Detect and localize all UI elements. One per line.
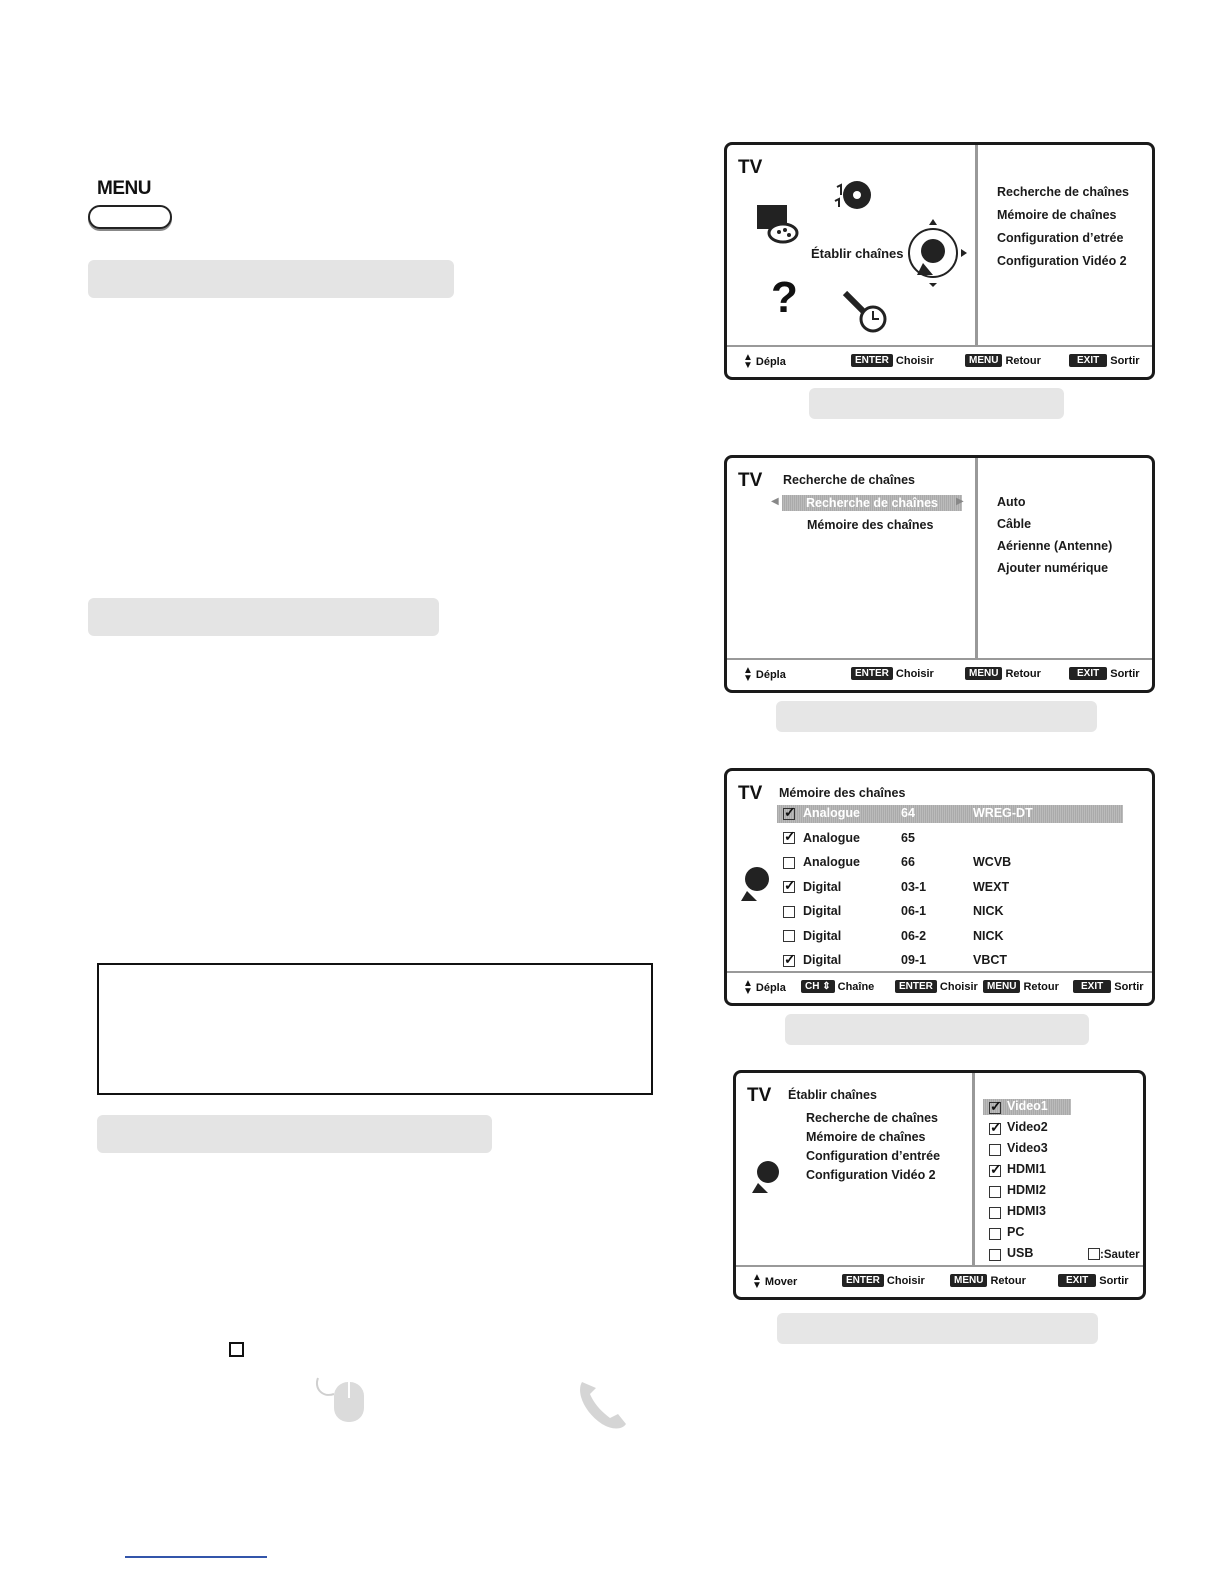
menu-button-icon [88, 205, 172, 229]
table-row[interactable]: ✓ Analogue 64 WREG-DT [783, 805, 795, 830]
caption-bar-2 [776, 701, 1097, 732]
enter-key: ENTER [895, 980, 937, 993]
phone-icon [574, 1378, 630, 1432]
option-ajouter-numerique[interactable]: Ajouter numérique [997, 561, 1109, 575]
panel-divider [972, 1073, 975, 1267]
picture-icon [755, 201, 801, 247]
screen-footer: ▲ ▼ Dépla CH ⇕ Chaîne ENTER Choisir MENU Retour EXIT Sortir [727, 971, 1152, 1003]
footer-link-underline [125, 1556, 267, 1558]
checkbox[interactable] [989, 1228, 1001, 1240]
help-icon: ? [771, 273, 798, 322]
menu-item-config-entree[interactable]: Configuration d’etrée [997, 231, 1124, 245]
checkbox-symbol-icon [229, 1342, 244, 1357]
list-item[interactable]: Video3 [989, 1141, 1001, 1162]
screen-footer: ▲ ▼ Mover ENTER Choisir MENU Retour EXIT Sortir [736, 1265, 1143, 1297]
screen-title: Établir chaînes [788, 1088, 877, 1102]
checkbox[interactable] [783, 881, 795, 893]
checkbox[interactable] [783, 906, 795, 918]
tv-screen-input-setup [733, 1070, 1146, 1300]
right-arrow-icon: ▶ [956, 496, 964, 507]
settings-icon [839, 285, 889, 335]
menu-item-recherche[interactable]: Recherche de chaînes [806, 1111, 939, 1125]
caption-bar-4 [777, 1313, 1098, 1344]
exit-key: EXIT [1058, 1274, 1096, 1287]
heading-bar-2 [88, 598, 439, 636]
table-row[interactable]: ✓ Digital 09-1 VBCT [783, 952, 795, 977]
list-item[interactable]: ✓ Video2 [989, 1120, 1001, 1141]
checkbox[interactable] [989, 1249, 1001, 1261]
checkbox[interactable] [989, 1123, 1001, 1135]
mouse-icon [312, 1368, 370, 1426]
exit-key: EXIT [1073, 980, 1111, 993]
checkbox-legend-icon [1088, 1248, 1100, 1260]
menu-button-label: MENU [97, 178, 151, 199]
channel-setup-icon [748, 1157, 782, 1195]
option-antenne[interactable]: Aérienne (Antenne) [997, 539, 1113, 553]
enter-key: ENTER [851, 354, 893, 367]
table-row[interactable]: ✓ Analogue 65 [783, 830, 795, 855]
ch-key: CH ⇕ [801, 980, 835, 993]
tv-screen-main-menu [724, 142, 1155, 380]
heading-bar-3 [97, 1115, 492, 1153]
screen-title: Mémoire des chaînes [779, 786, 906, 800]
list-item[interactable]: HDMI3 [989, 1204, 1001, 1225]
panel-divider [975, 145, 978, 347]
channel-setup-icon [737, 863, 773, 903]
checkbox[interactable] [783, 857, 795, 869]
checkbox[interactable] [783, 832, 795, 844]
table-row[interactable]: Digital 06-2 NICK [783, 928, 795, 953]
channel-setup-icon[interactable] [905, 217, 969, 289]
menu-item-memoire[interactable]: Mémoire de chaînes [806, 1130, 926, 1144]
screen-footer: ▲ ▼ Dépla ENTER Choisir MENU Retour EXIT Sortir [727, 345, 1152, 377]
tv-screen-channel-search [724, 455, 1155, 693]
tv-label: TV [738, 470, 763, 491]
tv-label: TV [738, 783, 763, 804]
table-row[interactable]: Analogue 66 WCVB [783, 854, 795, 879]
list-item[interactable]: ✓ HDMI1 [989, 1162, 1001, 1183]
channel-list [783, 805, 1033, 977]
list-item[interactable]: HDMI2 [989, 1183, 1001, 1204]
audio-icon [831, 175, 873, 217]
screen-footer: ▲ ▼ Dépla ENTER Choisir MENU Retour EXIT Sortir [727, 658, 1152, 690]
updown-icon: ▲ ▼ [743, 978, 753, 997]
checkbox[interactable] [989, 1144, 1001, 1156]
menu-item-config-video2[interactable]: Configuration Vidéo 2 [806, 1168, 936, 1182]
screen-title: Recherche de chaînes [783, 473, 916, 487]
skip-legend: :Sauter [1088, 1245, 1140, 1263]
exit-key: EXIT [1069, 667, 1107, 680]
updown-icon: ▲ ▼ [752, 1272, 762, 1291]
menu-key: MENU [965, 667, 1002, 680]
tv-screen-channel-memory [724, 768, 1155, 1006]
checkbox[interactable] [989, 1207, 1001, 1219]
table-row[interactable]: ✓ Digital 03-1 WEXT [783, 879, 795, 904]
tv-label: TV [738, 157, 763, 178]
updown-icon: ▲ ▼ [743, 352, 753, 371]
caption-bar-1 [809, 388, 1064, 419]
option-auto[interactable]: Auto [997, 495, 1026, 509]
left-arrow-icon: ◀ [771, 496, 779, 507]
checkbox[interactable] [783, 808, 795, 820]
checkbox[interactable] [783, 930, 795, 942]
checkbox[interactable] [989, 1186, 1001, 1198]
checkbox[interactable] [783, 955, 795, 967]
updown-icon: ▲ ▼ [743, 665, 753, 684]
left-item[interactable]: Mémoire des chaînes [807, 518, 934, 532]
menu-key: MENU [965, 354, 1002, 367]
enter-key: ENTER [842, 1274, 884, 1287]
enter-key: ENTER [851, 667, 893, 680]
list-item[interactable]: ✓ Video1 [989, 1099, 1001, 1120]
checkbox[interactable] [989, 1102, 1001, 1114]
center-label: Établir chaînes [811, 246, 904, 261]
input-list [989, 1099, 1048, 1267]
checkbox[interactable] [989, 1165, 1001, 1177]
left-item-selected[interactable]: Recherche de chaînes [782, 495, 962, 511]
menu-key: MENU [950, 1274, 987, 1287]
list-item[interactable]: USB [989, 1246, 1001, 1267]
note-box [97, 963, 653, 1095]
menu-item-recherche[interactable]: Recherche de chaînes [997, 185, 1130, 199]
caption-bar-3 [785, 1014, 1089, 1045]
menu-item-config-video2[interactable]: Configuration Vidéo 2 [997, 254, 1127, 268]
menu-item-config-entree[interactable]: Configuration d’entrée [806, 1149, 941, 1163]
menu-item-memoire[interactable]: Mémoire de chaînes [997, 208, 1117, 222]
list-item[interactable]: PC [989, 1225, 1001, 1246]
table-row[interactable]: Digital 06-1 NICK [783, 903, 795, 928]
menu-key: MENU [983, 980, 1020, 993]
exit-key: EXIT [1069, 354, 1107, 367]
option-cable[interactable]: Câble [997, 517, 1032, 531]
panel-divider [975, 458, 978, 660]
heading-bar-1 [88, 260, 454, 298]
tv-label: TV [747, 1085, 772, 1106]
